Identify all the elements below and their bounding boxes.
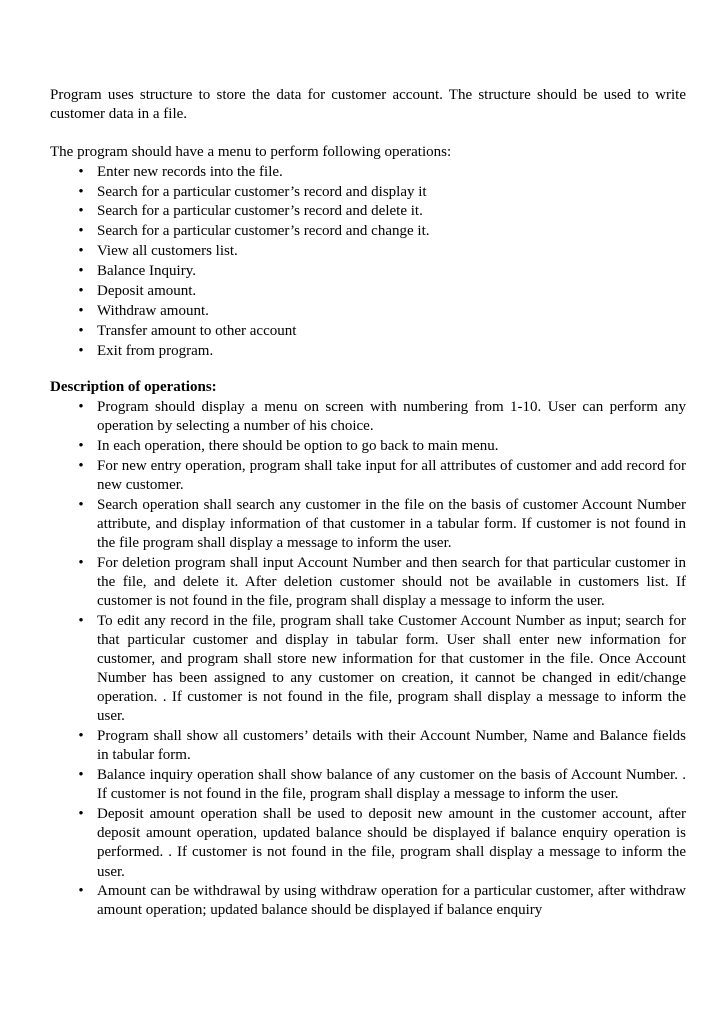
bullet-icon: • <box>78 163 84 180</box>
menu-operations-list <box>50 163 686 362</box>
list-item: • Amount can be withdrawal by using withdraw operation for a particular customer, after withdraw amount operation; updated balance should be displayed if balance enquiry <box>50 882 686 920</box>
bullet-icon: • <box>78 728 84 745</box>
bullet-icon: • <box>78 283 84 300</box>
list-item: • Withdraw amount. <box>50 302 686 322</box>
list-item: • For deletion program shall input Account Number and then search for that particular customer in the file, and delete it. After deletion customer should not be available in customers list. If customer is not found in the file, program shall display a message to inform the user. <box>50 554 686 611</box>
bullet-icon: • <box>78 302 84 319</box>
bullet-icon: • <box>78 243 84 260</box>
list-item: • Transfer amount to other account <box>50 322 686 342</box>
bullet-icon: • <box>78 883 84 900</box>
bullet-icon: • <box>78 806 84 823</box>
bullet-icon: • <box>78 263 84 280</box>
list-item: • Exit from program. <box>50 342 686 362</box>
list-item: • Enter new records into the file. <box>50 163 686 183</box>
bullet-icon: • <box>78 554 84 571</box>
bullet-icon: • <box>78 767 84 784</box>
bullet-icon: • <box>78 398 84 415</box>
section-heading: Description of operations: <box>50 378 217 395</box>
bullet-icon: • <box>78 203 84 220</box>
bullet-icon: • <box>78 437 84 454</box>
list-item: • To edit any record in the file, program shall take Customer Account Number as input; search for that particular customer and display in tabular form. User shall enter new information for customer, and program shall store new information for that customer in the file. Once Account Number has been assigned to any customer on creation, it cannot be changed in edit/change operation. . If customer is not found in the file, program shall display a message to inform the user. <box>50 612 686 727</box>
bullet-icon: • <box>78 342 84 359</box>
bullet-icon: • <box>78 612 84 629</box>
list-item: • In each operation, there should be option to go back to main menu. <box>50 437 686 456</box>
list-item: • Deposit amount operation shall be used to deposit new amount in the customer account, after deposit amount operation, updated balance should be displayed if balance enquiry operation is performed. . If customer is not found in the file, program shall display a message to inform the user. <box>50 805 686 881</box>
list-item: • Program should display a menu on screen with numbering from 1-10. User can perform any operation by selecting a number of his choice. <box>50 398 686 436</box>
bullet-icon: • <box>78 457 84 474</box>
bullet-icon: • <box>78 496 84 513</box>
bullet-icon: • <box>78 183 84 200</box>
intro-paragraph: Program uses structure to store the data for customer account. The structure should be used to write customer data in a file. <box>50 87 686 123</box>
list-item: • Search operation shall search any customer in the file on the basis of customer Account Number attribute, and display information of that customer in a tabular form. If customer is not found in the file program shall display a message to inform the user. <box>50 496 686 553</box>
list-item: • Balance Inquiry. <box>50 262 686 282</box>
list-item: • For new entry operation, program shall take input for all attributes of customer and add record for new customer. <box>50 457 686 495</box>
operations-description-list <box>50 398 686 921</box>
list-item: • Balance inquiry operation shall show balance of any customer on the basis of Account Number. . If customer is not found in the file, program shall display a message to inform the user. <box>50 766 686 804</box>
bullet-icon: • <box>78 223 84 240</box>
list-item: • Search for a particular customer’s record and change it. <box>50 222 686 242</box>
bullet-icon: • <box>78 322 84 339</box>
list-item: • Program shall show all customers’ details with their Account Number, Name and Balance fields in tabular form. <box>50 727 686 765</box>
list-item: • View all customers list. <box>50 242 686 262</box>
list-item: • Deposit amount. <box>50 282 686 302</box>
document-page <box>50 86 686 921</box>
list-item: • Search for a particular customer’s record and delete it. <box>50 202 686 222</box>
menu-lead-paragraph: The program should have a menu to perform following operations: <box>50 144 452 161</box>
list-item: • Search for a particular customer’s record and display it <box>50 183 686 203</box>
